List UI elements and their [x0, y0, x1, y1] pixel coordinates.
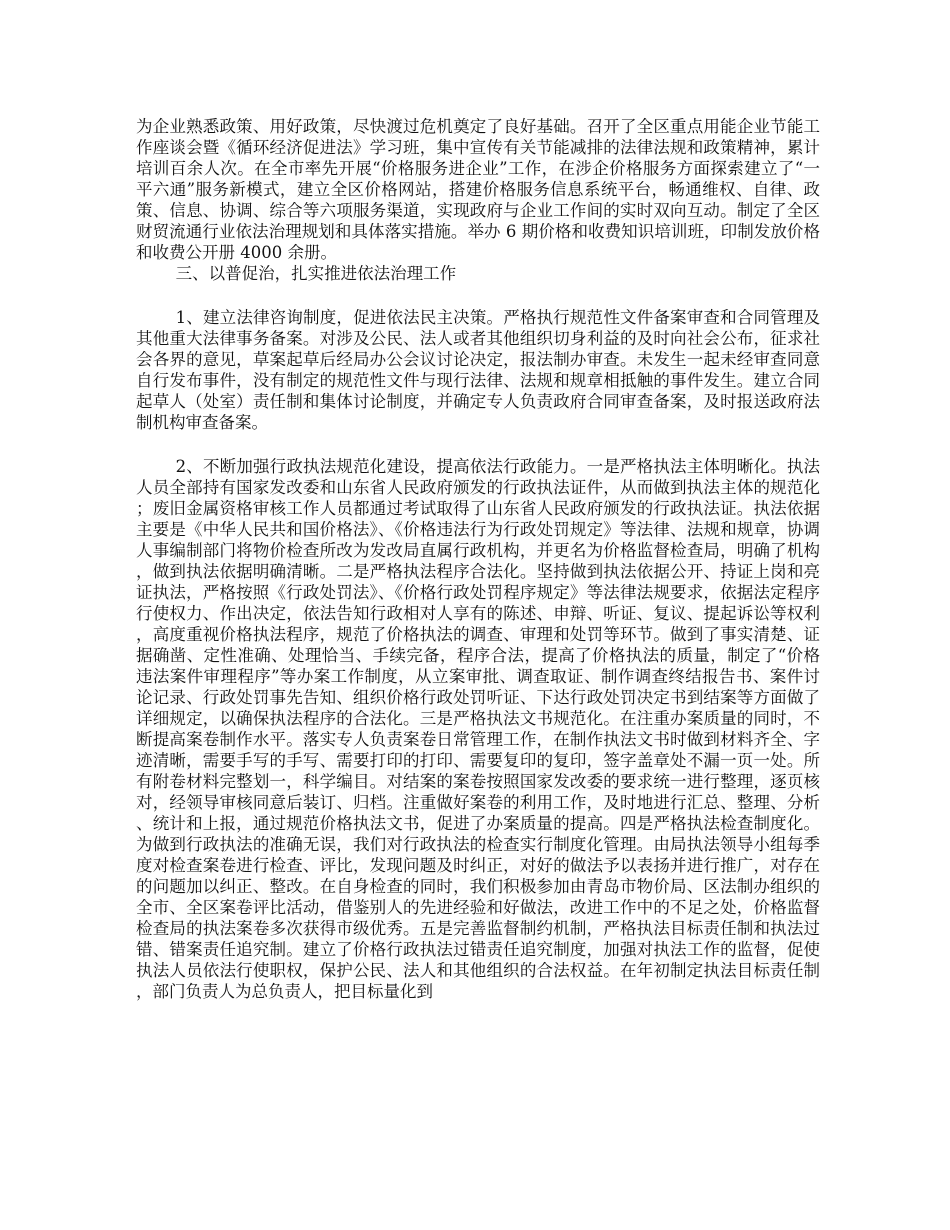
paragraph-legal-consultation: 1、建立法律咨询制度，促进依法民主决策。严格执行规范性文件备案审查和合同管理及其他重大法律事务备案。对涉及公民、法人或者其他组织切身利益的及时向社会公布，征求社会各界的意见，草案起草后经局办公会议讨论决定，报法制办审查。未发生一起未经审查同意自行发布事件，没有制定的规范性文件与现行法律、法规和规章相抵触的事件发生。建立合同起草人（处室）责任制和集体讨论制度，并确定专人负责政府合同审查备案，及时报送政府法制机构审查备案。 [136, 308, 820, 432]
section-heading: 三、以普促治，扎实推进依法治理工作 [175, 264, 457, 283]
intro-paragraph: 为企业熟悉政策、用好政策，尽快渡过危机奠定了良好基础。召开了全区重点用能企业节能工作座谈会暨《循环经济促进法》学习班，集中宣传有关节能减排的法律法规和政策精神，累计培训百余人次。在全市率先开展“价格服务进企业”工作，在涉企价格服务方面探索建立了“一平六通”服务新模式，建立全区价格网站，搭建价格服务信息系统平台，畅通维权、自律、政策、信息、协调、综合等六项服务渠道，实现政府与企业工作间的实时双向互动。制定了全区财贸流通行业依法治理规划和具体落实措施。举办 6 期价格和收费知识培训班，印制发放价格和收费公开册 4000 余册。 [136, 117, 820, 262]
paragraph-enforcement-standardization: 2、不断加强行政执法规范化建设，提高依法行政能力。一是严格执法主体明晰化。执法人员全部持有国家发改委和山东省人民政府颁发的行政执法证件，从而做到执法主体的规范化；废旧金属资格审核工作人员都通过考试取得了山东省人民政府颁发的行政执法证。执法依据主要是《中华人民共和国价格法》、《价格违法行为行政处罚规定》等法律、法规和规章，协调人事编制部门将物价检查所改为发改局直属行政机构，并更名为价格监督检查局，明确了机构，做到执法依据明确清晰。二是严格执法程序合法化。坚持做到执法依据公开、持证上岗和亮证执法，严格按照《行政处罚法》、《价格行政处罚程序规定》等法律法规要求，依据法定程序行使权力、作出决定，依法告知行政相对人享有的陈述、申辩、听证、复议、提起诉讼等权利，高度重视价格执法程序，规范了价格执法的调查、审理和处罚等环节。做到了事实清楚、证据确凿、定性准确、处理恰当、手续完备，程序合法，提高了价格执法的质量，制定了“价格违法案件审理程序”等办案工作制度，从立案审批、调查取证、制作调查终结报告书、案件讨论记录、行政处罚事先告知、组织价格行政处罚听证、下达行政处罚决定书到结案等方面做了详细规定，以确保执法程序的合法化。三是严格执法文书规范化。在注重办案质量的同时，不断提高案卷制作水平。落实专人负责案卷日常管理工作，在制作执法文书时做到材料齐全、字迹清晰，需要手写的手写、需要打印的打印、需要复印的复印，签字盖章处不漏一页一处。所有附卷材料完整划一，科学编目。对结案的案卷按照国家发改委的要求统一进行整理，逐页核对，经领导审核同意后装订、归档。注重做好案卷的利用工作，及时地进行汇总、整理、分析、统计和上报，通过规范价格执法文书，促进了办案质量的提高。四是严格执法检查制度化。为做到行政执法的准确无误，我们对行政执法的检查实行制度化管理。由局执法领导小组每季度对检查案卷进行检查、评比，发现问题及时纠正，对好的做法予以表扬并进行推广，对存在的问题加以纠正、整改。在自身检查的同时，我们积极参加由青岛市物价局、区法制办组织的全市、全区案卷评比活动，借鉴别人的先进经验和好做法，改进工作中的不足之处，价格监督检查局的执法案卷多次获得市级优秀。五是完善监督制约机制，严格执法目标责任制和执法过错、错案责任追究制。建立了价格行政执法过错责任追究制度，加强对执法工作的监督，促使执法人员依法行使职权，保护公民、法人和其他组织的合法权益。在年初制定执法目标责任制，部门负责人为总负责人，把目标量化到 [136, 457, 820, 1001]
document-body [136, 116, 820, 1002]
